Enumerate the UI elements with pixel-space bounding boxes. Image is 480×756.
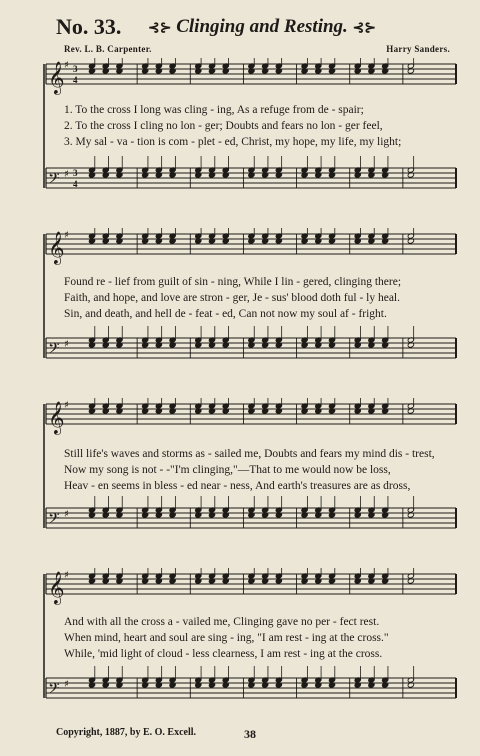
hymn-title: Clinging and Resting. [176,16,348,37]
music-system-1 [40,58,460,206]
time-signature: 3 [73,64,78,74]
music-system-2 [40,228,460,376]
music-system-3 [40,398,460,546]
lyric-line: 3. My sal - va - tion is com - plet - ed, Christ, my hope, my life, my light; [64,136,402,148]
treble-clef-icon: 𝄞 [48,61,65,94]
lyric-line: While, 'mid light of cloud - less clearness, I am rest - ing at the cross. [64,648,383,660]
bass-clef-icon: 𝄢 [48,680,60,701]
lyric-line: Sin, and death, and hell de - feat - ed, Can not now my soul af - fright. [64,308,387,320]
ornament-left-icon: ⊰⊱ [148,21,172,36]
sharp-icon: ♯ [64,679,69,690]
bass-staff [46,156,456,191]
lyric-line: Heav - en seems in bless - ed near - ness, And earth's treasures are as dross, [64,480,411,492]
treble-staff [46,228,456,265]
ornament-right-icon: ⊰⊱ [352,21,377,36]
page-number: 38 [244,727,256,741]
lyric-line: 2. To the cross I cling no lon - ger; Doubts and fears no lon - ger feel, [64,120,383,132]
sharp-icon: ♯ [64,169,69,180]
bass-staff [46,326,456,361]
treble-clef-icon: 𝄞 [48,571,65,604]
bass-clef-icon: 𝄢 [48,340,60,361]
bass-staff [46,496,456,531]
time-signature: 4 [73,75,78,85]
sharp-icon: ♯ [64,230,69,241]
treble-clef-icon: 𝄞 [48,231,65,264]
lyric-line: Faith, and hope, and love are stron - ger, Je - sus' blood doth ful - ly heal. [64,292,400,304]
treble-staff [46,398,456,435]
bass-staff [46,666,456,701]
time-signature: 4 [73,179,78,189]
lyric-line: And with all the cross a - vailed me, Clinging gave no per - fect rest. [64,616,380,628]
treble-staff [46,568,456,605]
sharp-icon: ♯ [64,570,69,581]
hymn-title-block [148,16,376,38]
lyric-line: Found re - lief from guilt of sin - ning, While I lin - gered, clinging there; [64,276,402,288]
hymn-header [56,14,452,44]
sharp-icon: ♯ [64,509,69,520]
treble-clef-icon: 𝄞 [48,401,65,434]
treble-staff [46,58,456,95]
sharp-icon: ♯ [64,60,69,71]
staff-notation-1 [40,58,460,206]
bass-clef-icon: 𝄢 [48,170,60,191]
sharp-icon: ♯ [64,339,69,350]
composer: Harry Sanders. [386,44,450,54]
lyric-line: Now my song is not - -"I'm clinging,"—That to me would now be loss, [64,464,391,476]
bass-clef-icon: 𝄢 [48,510,60,531]
lyricist: Rev. L. B. Carpenter. [64,44,152,54]
copyright-notice: Copyright, 1887, by E. O. Excell. [56,727,197,738]
lyric-line: 1. To the cross I long was cling - ing, As a refuge from de - spair; [64,104,364,116]
hymn-number: No. 33. [56,14,122,39]
music-system-4 [40,568,460,716]
lyric-line: Still life's waves and storms as - sailed me, Doubts and fears my mind dis - trest, [64,448,435,460]
lyric-line: When mind, heart and soul are sing - ing, "I am rest - ing at the cross." [64,632,389,644]
sharp-icon: ♯ [64,400,69,411]
time-signature: 3 [73,168,78,178]
